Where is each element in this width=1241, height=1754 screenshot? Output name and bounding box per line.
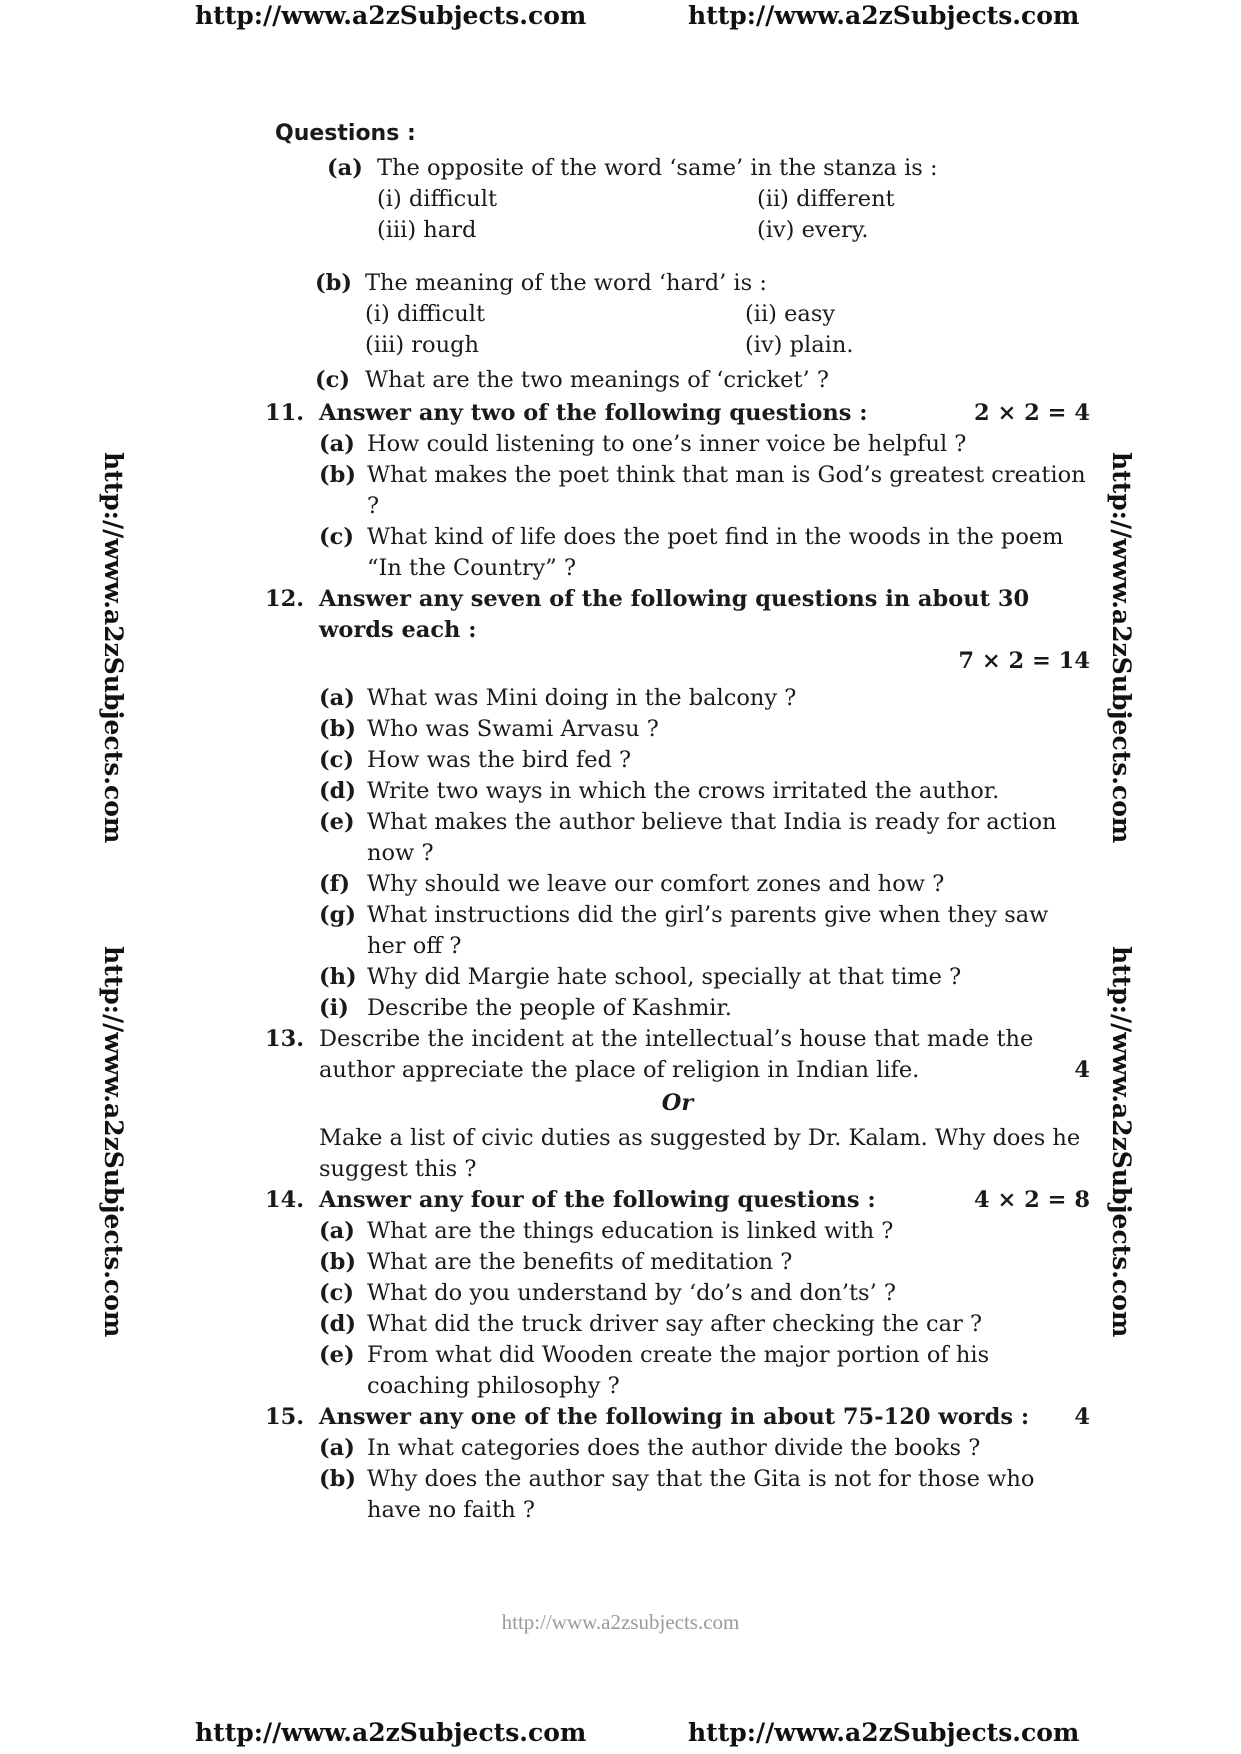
list-item [319, 1433, 1090, 1464]
q11-instruction [319, 398, 1090, 429]
q10b-option: (iii) rough [365, 332, 479, 358]
list-item [319, 807, 1090, 869]
q10b-text: The meaning of the word ‘hard’ is : [365, 270, 767, 296]
q10b-option: (iv) plain. [745, 332, 854, 358]
q12-items [265, 683, 1090, 1024]
list-item [319, 1464, 1090, 1526]
item-text: What makes the author believe that India is ready for action now ? [367, 809, 1057, 866]
list-item [319, 460, 1090, 522]
q10a-option: (i) difficult [377, 186, 498, 212]
list-item [319, 429, 1090, 460]
q13 [265, 1024, 1090, 1086]
list-item [319, 993, 1090, 1024]
list-item [319, 776, 1090, 807]
item-text: From what did Wooden create the major portion of his coaching philosophy ? [367, 1342, 990, 1399]
q13-number: 13. [265, 1026, 305, 1052]
q14-instruction [319, 1185, 1090, 1216]
q13-body [319, 1024, 1090, 1086]
q15-marks: 4 [1074, 1404, 1090, 1430]
list-item [319, 714, 1090, 745]
list-item [319, 869, 1090, 900]
q12 [265, 584, 1090, 646]
q15-number: 15. [265, 1404, 305, 1430]
item-text: What did the truck driver say after checking the car ? [367, 1311, 983, 1337]
item-text: Why did Margie hate school, specially at that time ? [367, 964, 962, 990]
q15-instruction [319, 1402, 1090, 1433]
q10a-text: The opposite of the word ‘same’ in the stanza is : [377, 155, 938, 181]
q10a-label: (a) [327, 155, 363, 181]
item-text: What kind of life does the poet find in the woods in the poem “In the Country” ? [367, 524, 1064, 581]
item-label: (b) [319, 1249, 357, 1275]
q12-marks: 7 × 2 = 14 [958, 648, 1090, 674]
q10b-option: (ii) easy [745, 301, 836, 327]
q12-instruction: Answer any seven of the following questions in about 30 words each : [319, 586, 1030, 643]
watermark-side-left-1: http://www.a2zSubjects.com [99, 452, 128, 844]
list-item [319, 522, 1090, 584]
item-text: What was Mini doing in the balcony ? [367, 685, 797, 711]
watermark-top-right: http://www.a2zSubjects.com [688, 1, 1080, 30]
q11-items [265, 429, 1090, 584]
item-text: Who was Swami Arvasu ? [367, 716, 659, 742]
item-text: What instructions did the girl’s parents give when they saw her off ? [367, 902, 1049, 959]
q10-part-a [265, 153, 1090, 246]
list-item [319, 962, 1090, 993]
list-item [319, 745, 1090, 776]
item-label: (e) [319, 1342, 355, 1368]
item-label: (i) [319, 995, 349, 1021]
questions-header: Questions : [275, 121, 416, 146]
list-item [319, 1278, 1090, 1309]
watermark-top-left: http://www.a2zSubjects.com [195, 1, 587, 30]
q14 [265, 1185, 1090, 1216]
item-text: How was the bird fed ? [367, 747, 632, 773]
item-label: (c) [319, 1280, 354, 1306]
q10c-text: What are the two meanings of ‘cricket’ ? [365, 367, 829, 393]
q13-marks: 4 [1074, 1057, 1090, 1083]
item-text: In what categories does the author divide the books ? [367, 1435, 981, 1461]
q10b-options [365, 299, 1090, 361]
q10a-option: (iv) every. [757, 217, 869, 243]
item-text: How could listening to one’s inner voice be helpful ? [367, 431, 967, 457]
q13-alt-text: Make a list of civic duties as suggested by Dr. Kalam. Why does he suggest this ? [319, 1125, 1081, 1182]
q14-number: 14. [265, 1187, 305, 1213]
q14-instruction-text: Answer any four of the following questions : [319, 1187, 876, 1213]
q15-items [265, 1433, 1090, 1526]
q10b-option: (i) difficult [365, 301, 486, 327]
item-text: Write two ways in which the crows irritated the author. [367, 778, 1000, 804]
q10a-option: (iii) hard [377, 217, 477, 243]
q10-part-b [265, 268, 1090, 396]
item-label: (a) [319, 685, 355, 711]
or-separator: Or [661, 1090, 694, 1116]
item-label: (a) [319, 1218, 355, 1244]
q14-marks: 4 × 2 = 8 [973, 1187, 1090, 1213]
watermark-side-right-2: http://www.a2zSubjects.com [1107, 946, 1136, 1338]
q13-text: Describe the incident at the intellectual’s house that made the author appreciate the place of religion in Indian life. [319, 1026, 1034, 1083]
item-label: (c) [319, 747, 354, 773]
list-item [319, 900, 1090, 962]
q12-number: 12. [265, 586, 305, 612]
watermark-side-right-1: http://www.a2zSubjects.com [1107, 452, 1136, 844]
item-label: (d) [319, 778, 357, 804]
item-label: (g) [319, 902, 357, 928]
q10a-option: (ii) different [757, 186, 895, 212]
q11-marks: 2 × 2 = 4 [973, 400, 1090, 426]
q15-instruction-text: Answer any one of the following in about 75-120 words : [319, 1404, 1030, 1430]
item-label: (a) [319, 1435, 355, 1461]
footer-url: http://www.a2zsubjects.com [501, 1610, 740, 1634]
item-text: What are the things education is linked with ? [367, 1218, 894, 1244]
q10c-label: (c) [315, 367, 350, 393]
item-label: (d) [319, 1311, 357, 1337]
list-item [319, 1309, 1090, 1340]
item-text: Describe the people of Kashmir. [367, 995, 732, 1021]
q14-items [265, 1216, 1090, 1402]
item-text: Why should we leave our comfort zones and how ? [367, 871, 945, 897]
item-label: (e) [319, 809, 355, 835]
item-label: (b) [319, 1466, 357, 1492]
list-item [319, 1247, 1090, 1278]
item-text: What do you understand by ‘do’s and don’ts’ ? [367, 1280, 896, 1306]
item-text: What are the benefits of meditation ? [367, 1249, 793, 1275]
q15 [265, 1402, 1090, 1433]
item-label: (f) [319, 871, 350, 897]
list-item [319, 1340, 1090, 1402]
q11-number: 11. [265, 400, 305, 426]
exam-content [265, 118, 1090, 1526]
item-label: (b) [319, 716, 357, 742]
item-label: (b) [319, 462, 357, 488]
q10b-label: (b) [315, 270, 353, 296]
item-label: (h) [319, 964, 357, 990]
q10a-options [377, 184, 1090, 246]
q11 [265, 398, 1090, 429]
item-label: (a) [319, 431, 355, 457]
watermark-bottom-left: http://www.a2zSubjects.com [195, 1718, 587, 1747]
item-text: What makes the poet think that man is God’s greatest creation ? [367, 462, 1086, 519]
q11-instruction-text: Answer any two of the following questions : [319, 400, 868, 426]
list-item [319, 1216, 1090, 1247]
item-text: Why does the author say that the Gita is not for those who have no faith ? [367, 1466, 1035, 1523]
item-label: (c) [319, 524, 354, 550]
watermark-bottom-right: http://www.a2zSubjects.com [688, 1718, 1080, 1747]
q10-part-c [315, 365, 1090, 396]
watermark-side-left-2: http://www.a2zSubjects.com [99, 946, 128, 1338]
list-item [319, 683, 1090, 714]
